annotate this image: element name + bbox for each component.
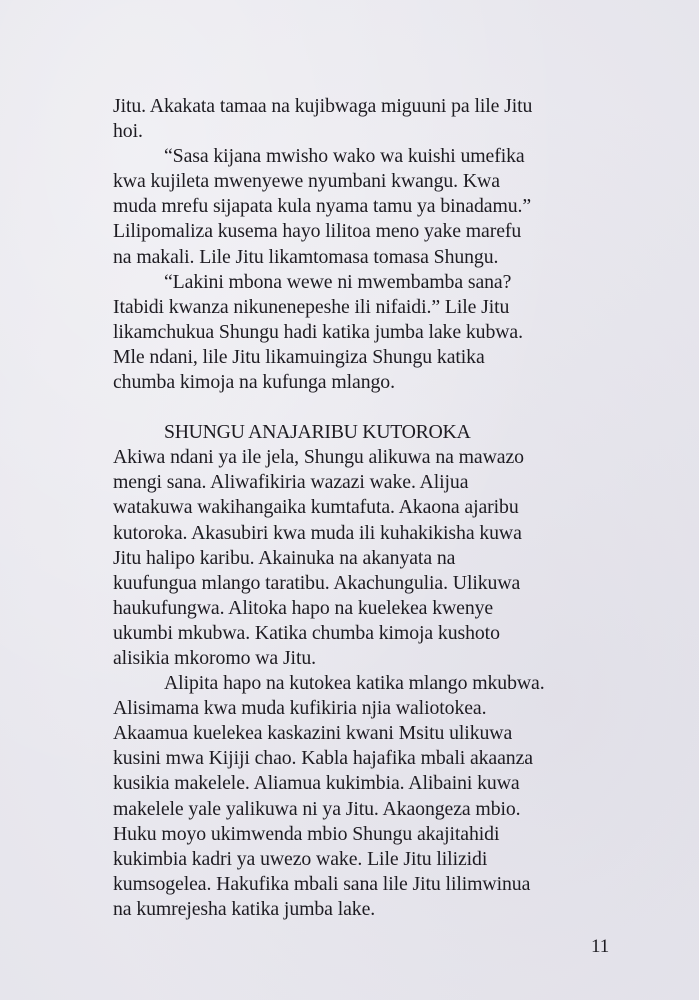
text-line: hoi.	[113, 120, 143, 143]
page-number: 11	[591, 936, 610, 957]
text-line: Huku moyo ukimwenda mbio Shungu akajitahidi	[113, 822, 500, 845]
text-line: kuufungua mlango taratibu. Akachungulia. Ulikuwa	[113, 571, 521, 594]
text-line: muda mrefu sijapata kula nyama tamu ya binadamu.”	[113, 195, 532, 218]
text-line: kutoroka. Akasubiri kwa muda ili kuhakikisha kuwa	[113, 521, 522, 544]
text-line: kwa kujileta mwenyewe nyumbani kwangu. Kwa	[113, 170, 500, 193]
section-heading: SHUNGU ANAJARIBU KUTOROKA	[164, 421, 471, 444]
text-line: kumsogelea. Hakufika mbali sana lile Jitu lilimwinua	[113, 872, 531, 895]
text-line: Akaamua kuelekea kaskazini kwani Msitu ulikuwa	[113, 722, 513, 745]
text-line: Jitu halipo karibu. Akainuka na akanyata na	[113, 546, 456, 569]
text-line: likamchukua Shungu hadi katika jumba lake kubwa.	[113, 320, 523, 343]
text-line: Akiwa ndani ya ile jela, Shungu alikuwa na mawazo	[113, 446, 524, 469]
text-line: haukufungwa. Alitoka hapo na kuelekea kwenye	[113, 596, 494, 619]
text-line: “Sasa kijana mwisho wako wa kuishi umefika	[164, 145, 525, 168]
text-line: Lilipomaliza kusema hayo lilitoa meno yake marefu	[113, 220, 522, 243]
text-line: chumba kimoja na kufunga mlango.	[113, 371, 395, 394]
text-line: watakuwa wakihangaika kumtafuta. Akaona ajaribu	[113, 496, 519, 519]
text-line: ukumbi mkubwa. Katika chumba kimoja kushoto	[113, 621, 500, 644]
text-line: alisikia mkoromo wa Jitu.	[113, 646, 316, 669]
text-line: Alisimama kwa muda kufikiria njia waliotokea.	[113, 697, 487, 720]
text-line: Mle ndani, lile Jitu likamuingiza Shungu katika	[113, 345, 485, 368]
text-line: mengi sana. Aliwafikiria wazazi wake. Alijua	[113, 471, 469, 494]
text-line: na kumrejesha katika jumba lake.	[113, 897, 376, 920]
text-line: Itabidi kwanza nikunenepeshe ili nifaidi.” Lile Jitu	[113, 295, 510, 318]
text-line: na makali. Lile Jitu likamtomasa tomasa Shungu.	[113, 245, 499, 268]
story-text	[113, 94, 633, 922]
text-line: kusini mwa Kijiji chao. Kabla hajafika mbali akaanza	[113, 747, 533, 770]
text-line: kukimbia kadri ya uwezo wake. Lile Jitu lilizidi	[113, 847, 488, 870]
paragraph-gap	[113, 395, 633, 420]
text-line: makelele yale yalikuwa ni ya Jitu. Akaongeza mbio.	[113, 797, 521, 820]
text-line: Alipita hapo na kutokea katika mlango mkubwa.	[164, 672, 545, 695]
text-line: Jitu. Akakata tamaa na kujibwaga miguuni pa lile Jitu	[113, 95, 533, 117]
text-line: “Lakini mbona wewe ni mwembamba sana?	[164, 270, 512, 293]
text-line: kusikia makelele. Aliamua kukimbia. Alibaini kuwa	[113, 772, 520, 795]
